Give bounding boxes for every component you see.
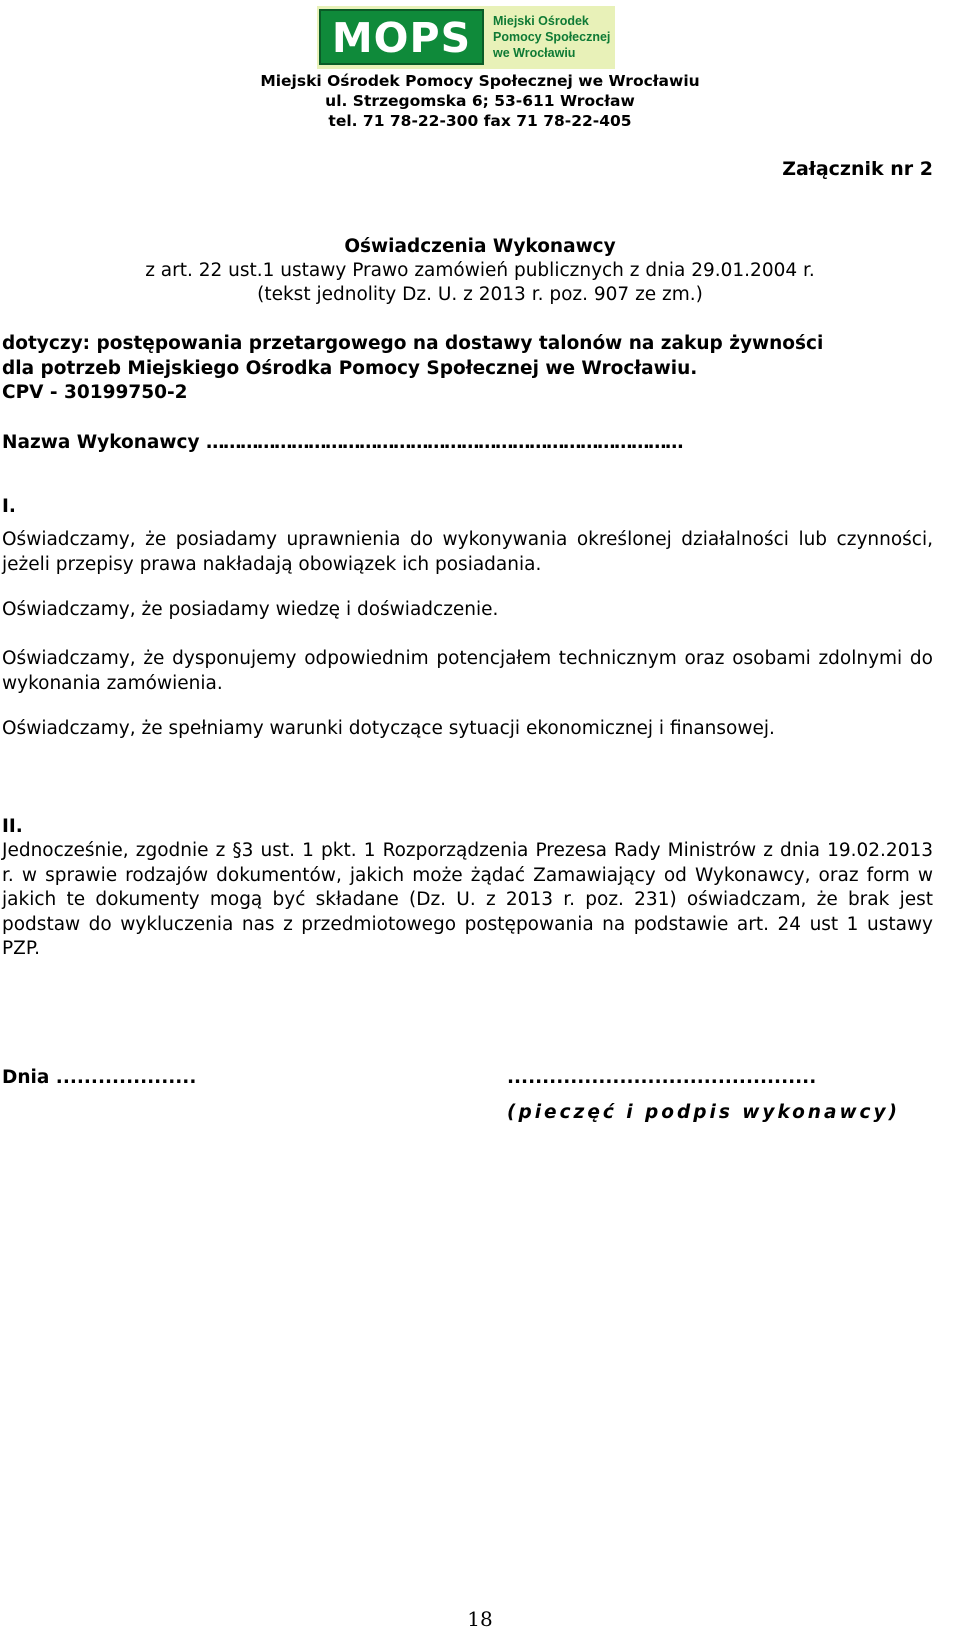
contractor-name-label: Nazwa Wykonawcy (2, 432, 200, 453)
logo-subtitle-line-1: Miejski Ośrodek (493, 14, 589, 28)
header-institution: Miejski Ośrodek Pomocy Społecznej we Wrocławiu (260, 72, 700, 90)
page-number: 18 (467, 1607, 493, 1631)
contractor-name-field (2, 431, 933, 456)
mops-logo (317, 6, 615, 69)
cpv-code: CPV - 30199750-2 (2, 382, 188, 403)
logo-subtitle-line-3: we Wrocławiu (493, 46, 576, 60)
title-consolidated-text: (tekst jednolity Dz. U. z 2013 r. poz. 907 ze zm.) (257, 284, 703, 305)
subject-line-1: dotyczy: postępowania przetargowego na dostawy talonów na zakup żywności (2, 333, 824, 354)
section-1-heading: I. (2, 496, 16, 517)
section-2-paragraph: Jednocześnie, zgodnie z §3 ust. 1 pkt. 1 Rozporządzenia Prezesa Rady Ministrów z dnia 19.02.2013 r. w sprawie rodzajów dokumentów, jakich może żądać Zamawiający od Wykonawcy, oraz form w jakich te dokumenty mogą być składane (Dz. U. z 2013 r. poz. 231) oświadczam, że brak jest podstaw do wykluczenia nas z przedmiotowego postępowania na podstawie art. 24 ust 1 ustawy PZP. (2, 840, 933, 959)
contractor-name-dots: ………………………………………………………………………… (205, 432, 682, 453)
subject-line-2: dla potrzeb Miejskiego Ośrodka Pomocy Społecznej we Wrocławiu. (2, 357, 698, 379)
section-2-heading: II. (2, 816, 23, 837)
section-1-paragraph-2: Oświadczamy, że posiadamy wiedzę i doświadczenie. (2, 599, 499, 620)
title-legal-basis: z art. 22 ust.1 ustawy Prawo zamówień publicznych z dnia 29.01.2004 r. (145, 260, 815, 281)
date-field: Dnia .................... (2, 1067, 197, 1088)
subject-block (2, 332, 933, 406)
logo-emblem (319, 9, 484, 65)
document-title: Oświadczenia Wykonawcy (344, 236, 616, 257)
logo-text: MOPS (331, 14, 472, 62)
header-phone: tel. 71 78-22-300 fax 71 78-22-405 (328, 112, 632, 130)
signature-line: ............................................ (507, 1067, 817, 1088)
section-1-paragraph-4: Oświadczamy, że spełniamy warunki dotyczące sytuacji ekonomicznej i finansowej. (2, 718, 775, 739)
logo-subtitle (493, 13, 613, 61)
section-1-paragraph-3: Oświadczamy, że dysponujemy odpowiednim potencjałem technicznym oraz osobami zdolnymi do wykonania zamówienia. (2, 648, 933, 694)
signature-caption: (pieczęć i podpis wykonawcy) (507, 1102, 901, 1123)
section-1-paragraph-1: Oświadczamy, że posiadamy uprawnienia do wykonywania określonej działalności lub czynności, jeżeli przepisy prawa nakładają obowiązek ich posiadania. (2, 529, 933, 575)
logo-subtitle-line-2: Pomocy Społecznej (493, 30, 611, 44)
annex-label: Załącznik nr 2 (782, 158, 933, 180)
header-address: ul. Strzegomska 6; 53-611 Wrocław (325, 92, 635, 110)
